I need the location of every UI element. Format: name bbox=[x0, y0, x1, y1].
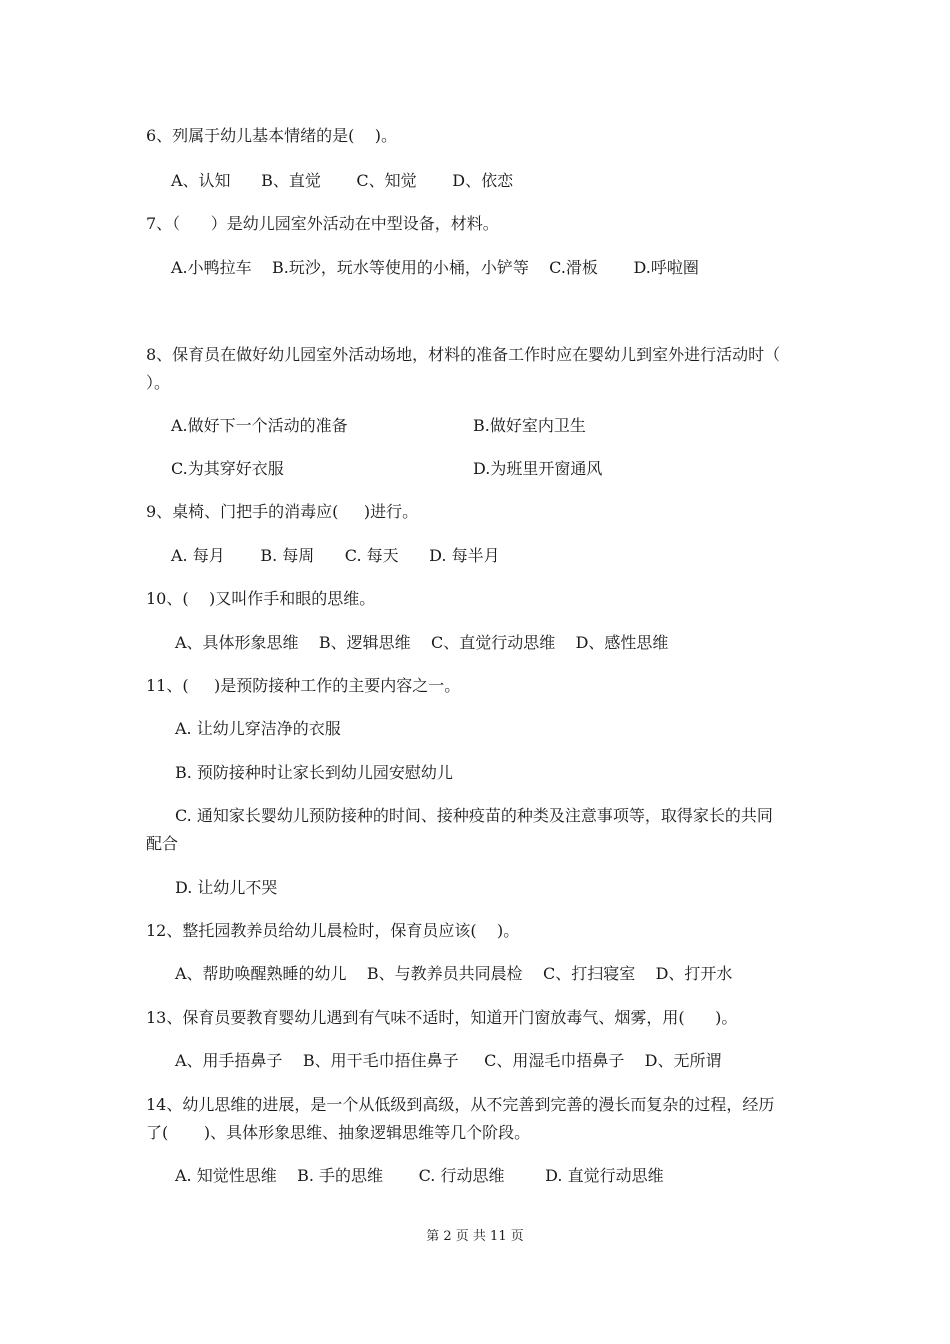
question-11-option-c-line-1: C. 通知家长婴幼儿预防接种的时间、接种疫苗的种类及注意事项等，取得家长的共同 bbox=[175, 806, 773, 825]
question-9-options: A. 每月 B. 每周 C. 每天 D. 每半月 bbox=[171, 546, 500, 565]
question-10-stem: 10、( )又叫作手和眼的思维。 bbox=[146, 589, 376, 608]
question-8-option-b: B.做好室内卫生 bbox=[473, 416, 586, 435]
page-number-footer: 第 2 页 共 11 页 bbox=[426, 1229, 524, 1244]
question-14-options: A. 知觉性思维 B. 手的思维 C. 行动思维 D. 直觉行动思维 bbox=[175, 1166, 664, 1185]
question-6-stem: 6、列属于幼儿基本情绪的是( )。 bbox=[146, 126, 398, 145]
question-7-stem: 7、（ ）是幼儿园室外活动在中型设备，材料。 bbox=[146, 214, 499, 233]
question-6-options: A、认知 B、直觉 C、知觉 D、依恋 bbox=[171, 171, 514, 190]
question-8-option-c: C.为其穿好衣服 bbox=[171, 459, 284, 478]
question-9-stem: 9、桌椅、门把手的消毒应( )进行。 bbox=[146, 502, 419, 521]
question-11-option-a: A. 让幼儿穿洁净的衣服 bbox=[175, 719, 341, 738]
question-8-stem-line-2: ）。 bbox=[146, 373, 171, 392]
question-8-stem-line-1: 8、保育员在做好幼儿园室外活动场地，材料的准备工作时应在婴幼儿到室外进行活动时（ bbox=[146, 345, 781, 364]
question-12-options: A、帮助唤醒熟睡的幼儿 B、与教养员共同晨检 C、打扫寝室 D、打开水 bbox=[175, 964, 733, 983]
question-14-stem-line-2: 了( )、具体形象思维、抽象逻辑思维等几个阶段。 bbox=[146, 1123, 531, 1142]
question-10-options: A、具体形象思维 B、逻辑思维 C、直觉行动思维 D、感性思维 bbox=[175, 633, 669, 652]
question-11-option-d: D. 让幼儿不哭 bbox=[175, 878, 278, 897]
question-8-option-a: A.做好下一个活动的准备 bbox=[171, 416, 348, 435]
question-11-option-b: B. 预防接种时让家长到幼儿园安慰幼儿 bbox=[175, 763, 453, 782]
question-12-stem: 12、整托园教养员给幼儿晨检时，保育员应该( )。 bbox=[146, 921, 520, 940]
question-8-option-d: D.为班里开窗通风 bbox=[473, 459, 603, 478]
question-11-stem: 11、( )是预防接种工作的主要内容之一。 bbox=[146, 676, 461, 695]
question-7-options: A.小鸭拉车 B.玩沙，玩水等使用的小桶，小铲等 C.滑板 D.呼啦圈 bbox=[171, 258, 699, 277]
question-13-options: A、用手捂鼻子 B、用干毛巾捂住鼻子 C、用湿毛巾捂鼻子 D、无所谓 bbox=[175, 1051, 722, 1070]
question-11-option-c-line-2: 配合 bbox=[146, 834, 179, 853]
question-14-stem-line-1: 14、幼儿思维的进展，是一个从低级到高级，从不完善到完善的漫长而复杂的过程，经历 bbox=[146, 1095, 775, 1114]
question-13-stem: 13、保育员要教育婴幼儿遇到有气味不适时，知道开门窗放毒气、烟雾，用( )。 bbox=[146, 1008, 738, 1027]
